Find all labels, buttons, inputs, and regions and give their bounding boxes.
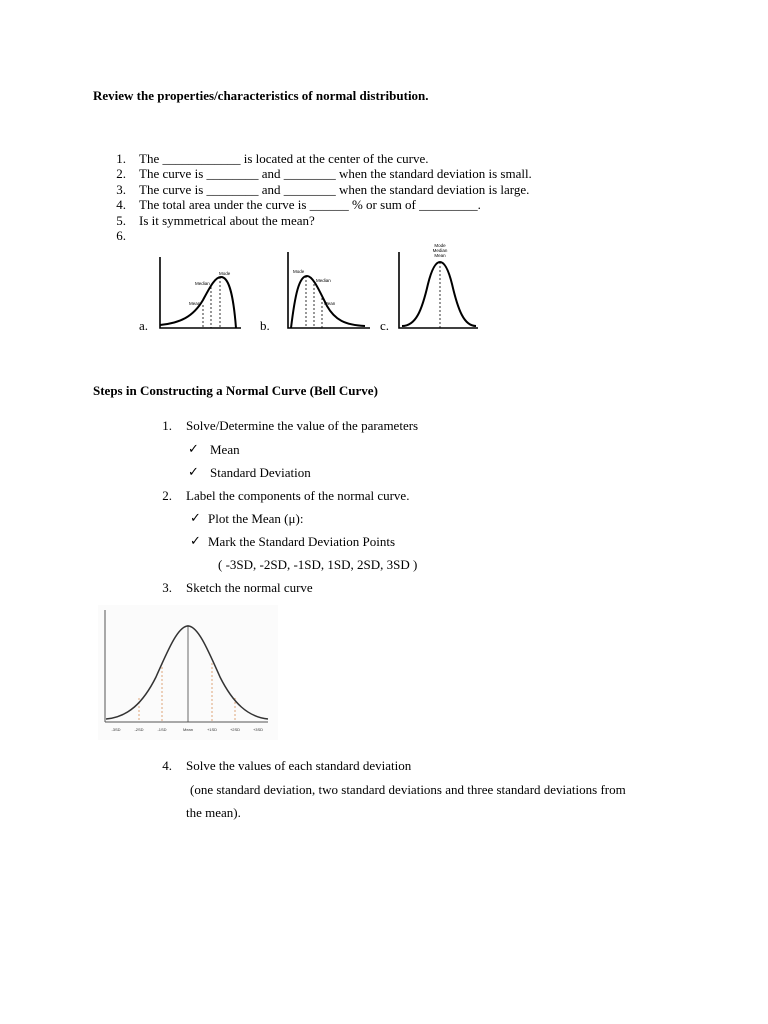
- steps-heading: Steps in Constructing a Normal Curve (Bell Curve): [93, 383, 378, 398]
- step-4-line-3: the mean).: [186, 805, 241, 820]
- step-number: 1.: [162, 418, 172, 433]
- list-item: The total area under the curve is ______ % or sum of _________.: [139, 197, 481, 212]
- axis-label-plus2sd: +2SD: [229, 727, 241, 732]
- axis-label-plus1sd: +1SD: [206, 727, 218, 732]
- list-number: 5.: [116, 213, 126, 228]
- step-4-line-2: (one standard deviation, two standard deviations and three standard deviations from: [190, 782, 626, 797]
- step-1-text: Solve/Determine the value of the parameters: [186, 418, 419, 433]
- symmetric-curve-figure: [394, 240, 484, 330]
- step-number: 3.: [162, 580, 172, 595]
- fig-c-mode-label: Mode: [434, 243, 446, 248]
- list-item: Is it symmetrical about the mean?: [139, 213, 315, 228]
- bullet-mean: Mean: [210, 442, 240, 457]
- step-number: 2.: [162, 488, 172, 503]
- fig-c-mean-label: Mean: [434, 253, 446, 258]
- figure-b-letter: b.: [260, 318, 270, 333]
- fig-c-median-label: Median: [432, 248, 448, 253]
- list-number: 3.: [116, 182, 126, 197]
- axis-label-minus1sd: -1SD: [157, 727, 167, 732]
- check-icon: ✓: [188, 464, 199, 479]
- list-item: The ____________ is located at the center of the curve.: [139, 151, 429, 166]
- review-heading: Review the properties/characteristics of normal distribution.: [93, 88, 429, 103]
- figure-a-letter: a.: [139, 318, 149, 333]
- check-icon: ✓: [188, 441, 199, 456]
- axis-label-minus2sd: -2SD: [134, 727, 144, 732]
- fig-b-mode-label: Mode: [293, 269, 305, 274]
- bullet-plot-mean: Plot the Mean (μ):: [208, 511, 304, 526]
- bullet-standard-deviation: Standard Deviation: [210, 465, 311, 480]
- check-icon: ✓: [190, 533, 201, 548]
- step-3-text: Sketch the normal curve: [186, 580, 313, 595]
- list-number: 4.: [116, 197, 126, 212]
- list-item: The curve is ________ and ________ when the standard deviation is large.: [139, 182, 530, 197]
- fig-b-median-label: Median: [316, 278, 331, 283]
- step-2-text: Label the components of the normal curve.: [186, 488, 410, 503]
- axis-label-minus3sd: -3SD: [111, 727, 121, 732]
- axis-label-plus3sd: +3SD: [252, 727, 264, 732]
- bell-curve-figure: [98, 605, 278, 740]
- list-number: 2.: [116, 166, 126, 181]
- check-icon: ✓: [190, 510, 201, 525]
- bullet-mark-sd-points: Mark the Standard Deviation Points: [208, 534, 396, 549]
- list-number: 6.: [116, 228, 126, 243]
- figure-c-letter: c.: [380, 318, 390, 333]
- skewed-right-curve-figure: [283, 250, 373, 330]
- axis-label-mean: Mean: [182, 727, 194, 732]
- sd-points-list: ( -3SD, -2SD, -1SD, 1SD, 2SD, 3SD ): [218, 557, 418, 572]
- list-item: The curve is ________ and ________ when the standard deviation is small.: [139, 166, 532, 181]
- step-number: 4.: [162, 758, 172, 773]
- list-number: 1.: [116, 151, 126, 166]
- skewed-left-curve-figure: [155, 255, 245, 335]
- fig-a-mean-label: Mean: [189, 301, 201, 306]
- fig-b-mean-label: Mean: [324, 301, 336, 306]
- fig-a-mode-label: Mode: [219, 271, 231, 276]
- step-4-text: Solve the values of each standard deviation: [186, 758, 412, 773]
- fig-a-median-label: Median: [195, 281, 210, 286]
